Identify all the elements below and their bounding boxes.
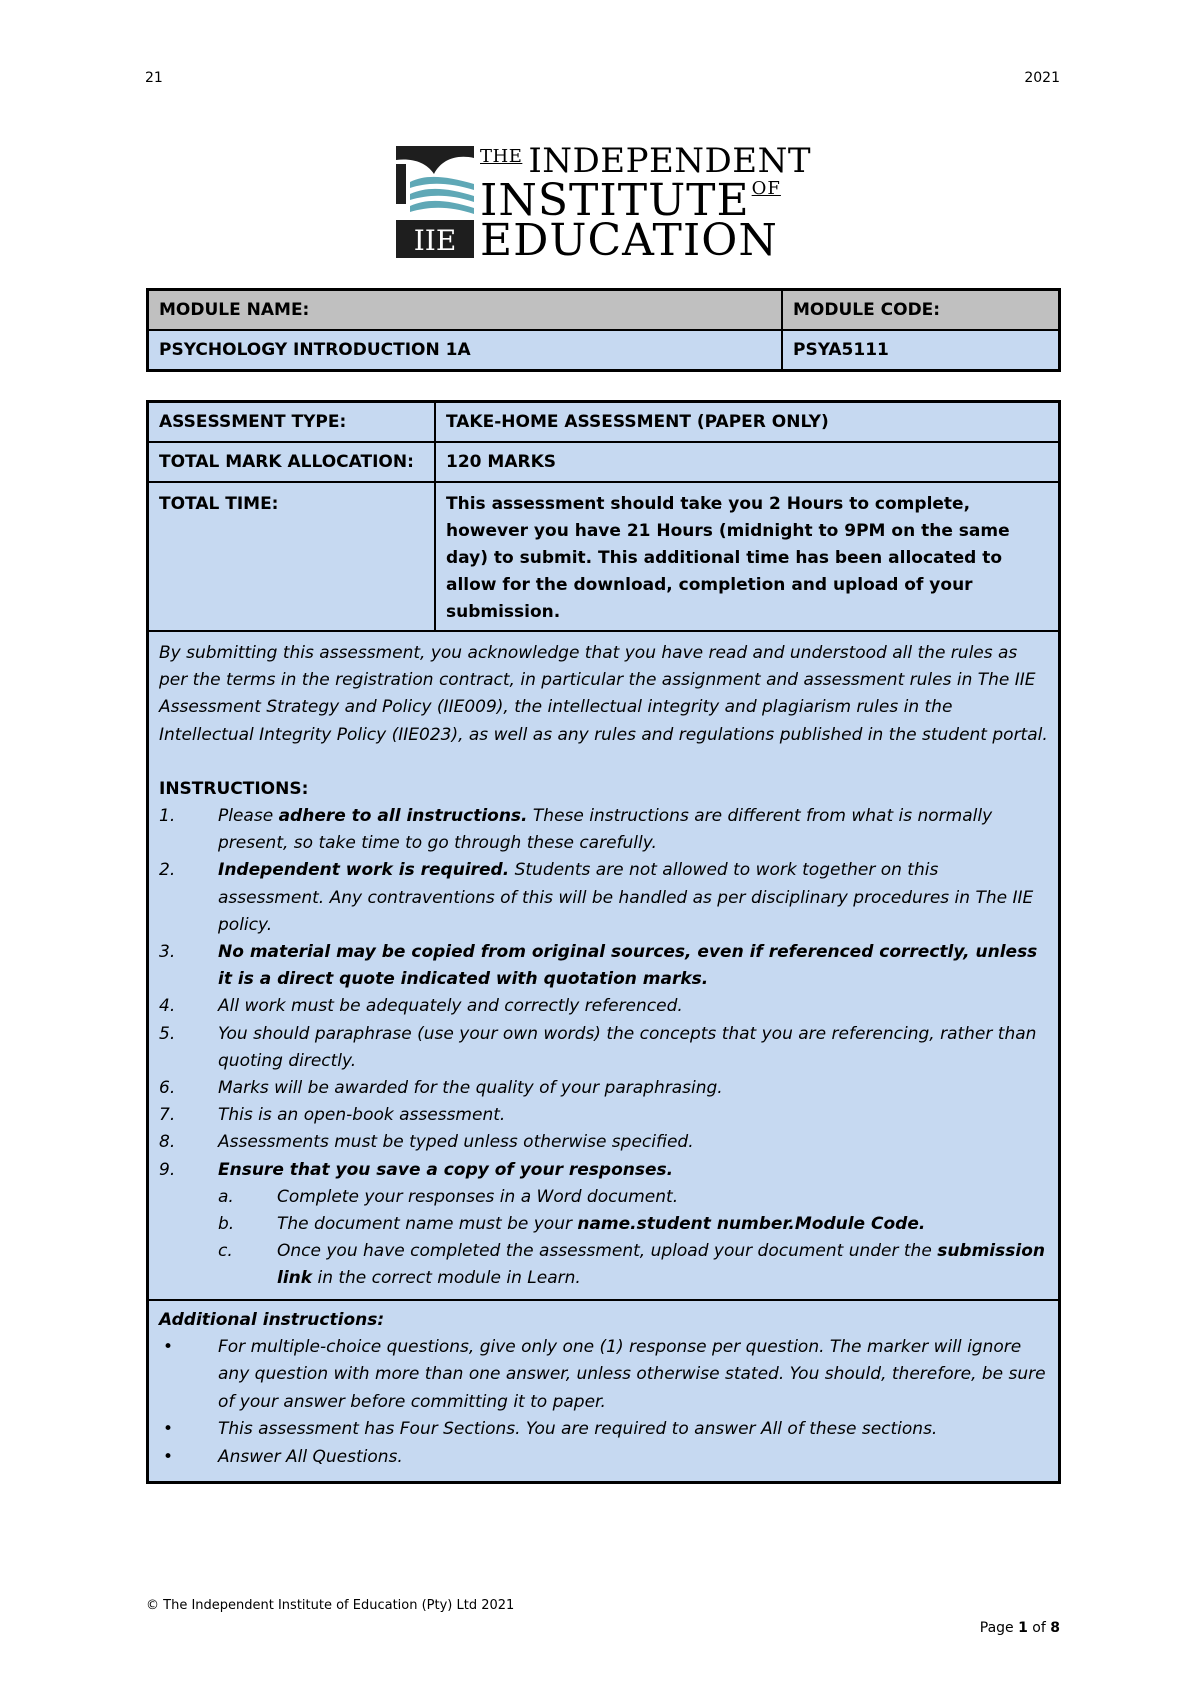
instruction-sub-item-number: a. bbox=[218, 1186, 234, 1207]
instruction-item-pre: Assessments must be typed unless otherwise specified. bbox=[218, 1132, 694, 1153]
assessment-type-label: ASSESSMENT TYPE: bbox=[148, 402, 436, 443]
instructions-sub-list bbox=[159, 1184, 1048, 1293]
additional-item bbox=[159, 1444, 1048, 1471]
instruction-item bbox=[159, 857, 1048, 939]
instruction-item-number: 3. bbox=[159, 942, 176, 963]
additional-item bbox=[159, 1334, 1048, 1416]
instruction-sub-item bbox=[218, 1184, 1048, 1211]
instruction-item-pre: This is an open-book assessment. bbox=[218, 1105, 506, 1126]
instruction-item-text bbox=[218, 803, 1048, 857]
bullet-icon: • bbox=[163, 1337, 174, 1358]
instruction-item-text bbox=[218, 1129, 1048, 1156]
instruction-item-text bbox=[218, 1075, 1048, 1102]
total-marks-value: 120 MARKS bbox=[435, 442, 1060, 482]
module-table bbox=[146, 288, 1061, 372]
additional-item-text: For multiple-choice questions, give only one (1) response per question. The marker will ignore any question with more than one answer, unless otherwise stated. You should, therefore, be sure of your answer before committing it to paper. bbox=[218, 1337, 1046, 1412]
additional-list bbox=[159, 1334, 1048, 1471]
logo-line2: INSTITUTE bbox=[480, 175, 750, 226]
bullet-icon: • bbox=[163, 1419, 174, 1440]
instruction-item-pre: Please bbox=[218, 806, 279, 827]
instruction-sub-item-pre: The document name must be your bbox=[277, 1214, 578, 1235]
header-left: 21 bbox=[145, 70, 163, 86]
instruction-item-bold: Independent work is required. bbox=[218, 860, 510, 881]
logo-line3: EDUCATION bbox=[480, 215, 778, 266]
instruction-item bbox=[159, 803, 1048, 857]
instruction-item bbox=[159, 1075, 1048, 1102]
instruction-item-text bbox=[218, 1102, 1048, 1129]
instruction-item-number: 2. bbox=[159, 860, 176, 881]
instruction-item bbox=[159, 1102, 1048, 1129]
instruction-item-text bbox=[218, 939, 1048, 993]
iie-mark-text: IIE bbox=[413, 224, 457, 257]
instruction-item bbox=[159, 939, 1048, 993]
instructions-title: INSTRUCTIONS: bbox=[159, 778, 309, 799]
instruction-sub-item-post: in the correct module in Learn. bbox=[312, 1268, 581, 1289]
page-current: 1 bbox=[1018, 1620, 1028, 1636]
assessment-type-value: TAKE-HOME ASSESSMENT (PAPER ONLY) bbox=[435, 402, 1060, 443]
header-right: 2021 bbox=[1024, 70, 1060, 86]
instruction-sub-item-text bbox=[277, 1211, 925, 1238]
instruction-sub-item-pre: Once you have completed the assessment, upload your document under the bbox=[277, 1241, 938, 1262]
instruction-sub-item-text bbox=[277, 1184, 678, 1211]
page-prefix: Page bbox=[979, 1620, 1019, 1636]
instruction-item-number: 1. bbox=[159, 806, 176, 827]
instruction-item-number: 9. bbox=[159, 1159, 176, 1180]
instruction-item-bold: Ensure that you save a copy of your responses. bbox=[218, 1159, 674, 1180]
iie-logo bbox=[396, 141, 812, 266]
instruction-item-post: Students are not allowed to work together on this assessment. Any contraventions of this will be handled as per disciplinary procedures in The IIE policy. bbox=[218, 860, 1034, 935]
instruction-sub-item-text bbox=[277, 1238, 1048, 1292]
declaration-text: By submitting this assessment, you acknowledge that you have read and understood all the rules as per the terms in the registration contract, in particular the assignment and assessment rules in The IIE Assessment Strategy and Policy (IIE009), the intellectual integrity and plagiarism rules in the Intellectual Integrity Policy (IIE023), as well as any rules and regulations published in the student portal. bbox=[159, 643, 1048, 745]
logo-line1: INDEPENDENT bbox=[528, 141, 812, 181]
instructions-cell bbox=[148, 631, 1060, 1300]
page-total: 8 bbox=[1050, 1620, 1060, 1636]
instruction-item-number: 6. bbox=[159, 1078, 176, 1099]
iie-emblem-icon bbox=[396, 144, 474, 258]
instruction-sub-item-number: c. bbox=[218, 1241, 233, 1262]
additional-item-text: This assessment has Four Sections. You are required to answer All of these sections. bbox=[218, 1419, 938, 1440]
additional-title: Additional instructions: bbox=[159, 1309, 385, 1330]
instruction-sub-item-bold: submission link bbox=[277, 1241, 1045, 1289]
additional-cell bbox=[148, 1300, 1060, 1483]
total-marks-label: TOTAL MARK ALLOCATION: bbox=[148, 442, 436, 482]
bullet-icon: • bbox=[163, 1446, 174, 1467]
instruction-item bbox=[159, 1129, 1048, 1156]
module-code-label: MODULE CODE: bbox=[782, 290, 1060, 331]
instruction-item-text bbox=[218, 1021, 1048, 1075]
instruction-item-text bbox=[218, 993, 1048, 1020]
instruction-sub-item bbox=[218, 1238, 1048, 1292]
instruction-sub-item-bold: name.student number.Module Code. bbox=[577, 1214, 926, 1235]
page-of: of bbox=[1027, 1620, 1051, 1636]
logo-the: THE bbox=[480, 146, 523, 167]
total-time-value: This assessment should take you 2 Hours to complete, however you have 21 Hours (midnight to 9PM on the same day) to submit. This additional time has been allocated to allow for the download, completion and upload of your submission. bbox=[435, 482, 1060, 631]
module-name-value: PSYCHOLOGY INTRODUCTION 1A bbox=[148, 330, 783, 371]
instructions-list bbox=[159, 803, 1048, 1184]
instruction-sub-item-number: b. bbox=[218, 1214, 235, 1235]
instruction-item bbox=[159, 1021, 1048, 1075]
instruction-item-pre: All work must be adequately and correctly referenced. bbox=[218, 996, 683, 1017]
footer-copyright: © The Independent Institute of Education (Pty) Ltd 2021 bbox=[146, 1598, 515, 1613]
additional-item-text: Answer All Questions. bbox=[218, 1446, 403, 1467]
instruction-item-text bbox=[218, 857, 1048, 939]
instruction-item-bold: No material may be copied from original sources, even if referenced correctly, unless it is a direct quote indicated with quotation marks. bbox=[218, 942, 1038, 990]
assessment-table bbox=[146, 400, 1061, 1484]
instruction-sub-item-pre: Complete your responses in a Word document. bbox=[277, 1186, 679, 1207]
total-time-label: TOTAL TIME: bbox=[148, 482, 436, 631]
instruction-item-number: 4. bbox=[159, 996, 176, 1017]
instruction-item-bold: adhere to all instructions. bbox=[278, 806, 528, 827]
instruction-item-number: 5. bbox=[159, 1023, 176, 1044]
instruction-item-number: 7. bbox=[159, 1105, 176, 1126]
instruction-item-pre: Marks will be awarded for the quality of your paraphrasing. bbox=[218, 1078, 723, 1099]
module-name-label: MODULE NAME: bbox=[148, 290, 783, 331]
additional-item bbox=[159, 1416, 1048, 1443]
instruction-item bbox=[159, 993, 1048, 1020]
instruction-item-number: 8. bbox=[159, 1132, 176, 1153]
logo-of: OF bbox=[751, 178, 781, 199]
instruction-item-pre: You should paraphrase (use your own words) the concepts that you are referencing, rather than quoting directly. bbox=[218, 1023, 1037, 1071]
instruction-sub-item bbox=[218, 1211, 1048, 1238]
module-code-value: PSYA5111 bbox=[782, 330, 1060, 371]
instruction-item bbox=[159, 1157, 1048, 1184]
instruction-item-text bbox=[218, 1157, 1048, 1184]
page-number bbox=[980, 1620, 1060, 1636]
instruction-item-post: These instructions are different from what is normally present, so take time to go through these carefully. bbox=[218, 806, 993, 854]
